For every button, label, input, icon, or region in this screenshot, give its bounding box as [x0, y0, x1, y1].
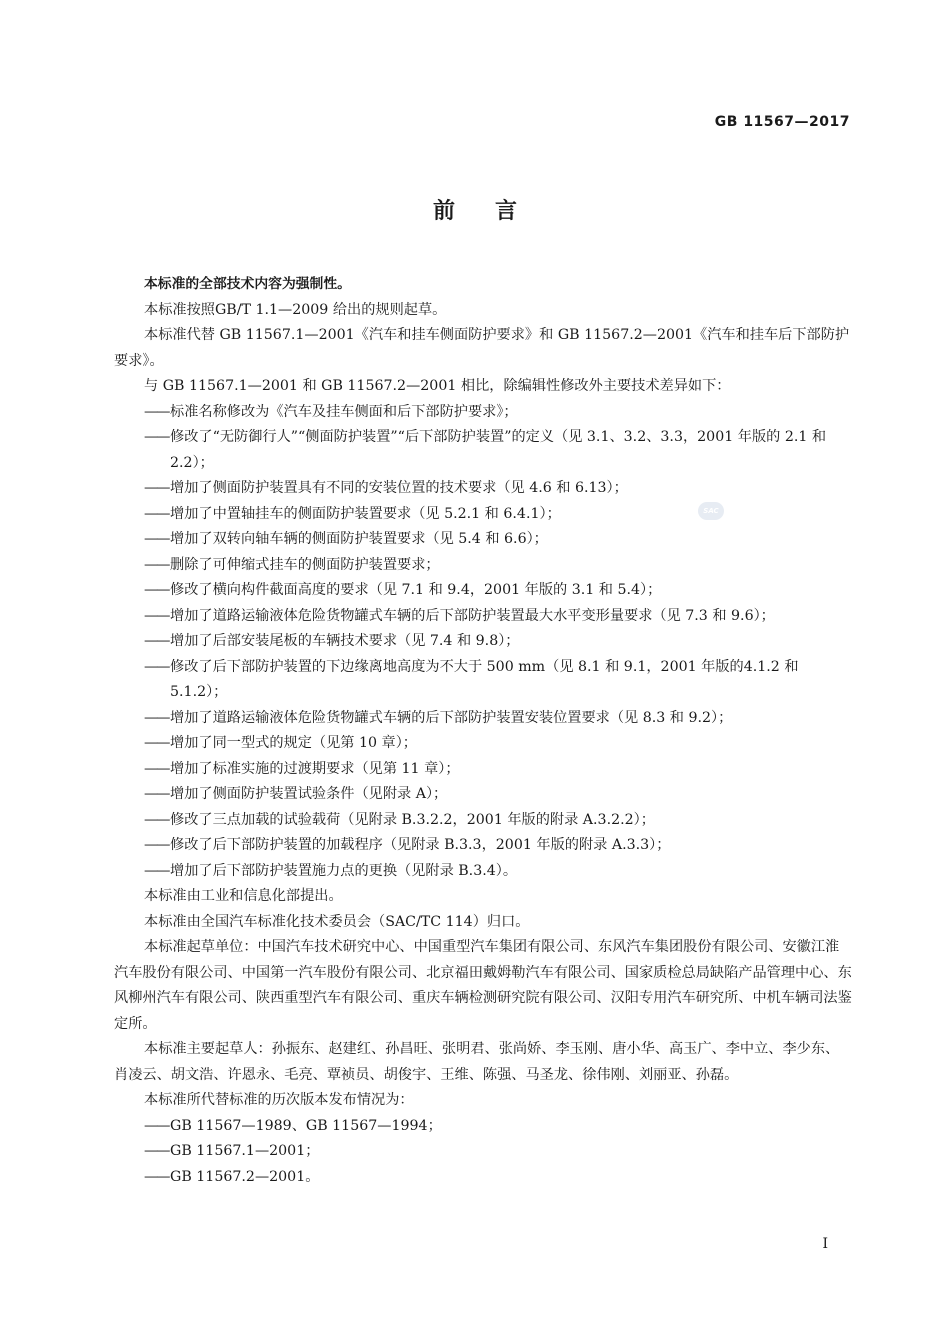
- mandatory-statement: 本标准的全部技术内容为强制性。: [144, 276, 351, 292]
- list-item: —— 修改了后下部防护装置的下边缘离地高度为不大于 500 mm（见 8.1 和 9.1，2001 年版的4.1.2 和 5.1.2）；: [144, 655, 852, 706]
- list-item: —— 增加了后下部防护装置施力点的更换（见附录 B.3.4）。: [144, 859, 852, 885]
- list-item: —— 增加了标准实施的过渡期要求（见第 11 章）；: [144, 757, 852, 783]
- committee-statement: 本标准由全国汽车标准化技术委员会（SAC/TC 114）归口。: [144, 913, 530, 930]
- list-item: —— 修改了三点加载的试验载荷（见附录 B.3.2.2，2001 年版的附录 A.3.2.2）；: [144, 808, 852, 834]
- document-body: [114, 272, 852, 1190]
- history-list: [114, 1114, 852, 1191]
- list-item: —— 修改了后下部防护装置的加载程序（见附录 B.3.3，2001 年版的附录 A.3.3）；: [144, 833, 852, 859]
- list-item: —— 增加了双转向轴车辆的侧面防护装置要求（见 5.4 和 6.6）；: [144, 527, 852, 553]
- replacement-statement: 本标准代替 GB 11567.1—2001《汽车和挂车侧面防护要求》和 GB 11567.2—2001《汽车和挂车后下部防护要求》。: [114, 327, 850, 369]
- dash-marker: ——: [144, 429, 169, 445]
- dash-marker: ——: [144, 1117, 169, 1134]
- list-item: —— GB 11567.1—2001；: [144, 1139, 852, 1165]
- dash-marker: ——: [144, 760, 169, 777]
- dash-marker: ——: [144, 811, 169, 828]
- list-item: —— 增加了侧面防护装置试验条件（见附录 A）；: [144, 782, 852, 808]
- dash-marker: ——: [144, 633, 169, 649]
- dash-marker: ——: [144, 735, 169, 751]
- list-item: —— 标准名称修改为《汽车及挂车侧面和后下部防护要求》；: [144, 400, 852, 426]
- dash-marker: ——: [144, 709, 169, 726]
- dash-marker: ——: [144, 786, 169, 802]
- dash-marker: ——: [144, 837, 169, 853]
- dash-marker: ——: [144, 658, 169, 675]
- list-item: —— GB 11567—1989、GB 11567—1994；: [144, 1114, 852, 1140]
- changes-intro: 与 GB 11567.1—2001 和 GB 11567.2—2001 相比，除编辑性修改外主要技术差异如下：: [144, 378, 731, 394]
- list-item: —— 删除了可伸缩式挂车的侧面防护装置要求；: [144, 553, 852, 579]
- dash-marker: ——: [144, 531, 169, 547]
- sac-watermark-logo: SAC: [698, 502, 724, 520]
- list-item: —— 增加了同一型式的规定（见第 10 章）；: [144, 731, 852, 757]
- list-item: —— 增加了中置轴挂车的侧面防护装置要求（见 5.2.1 和 6.4.1）；: [144, 502, 852, 528]
- dash-marker: ——: [144, 607, 169, 624]
- proposer-statement: 本标准由工业和信息化部提出。: [144, 888, 343, 904]
- dash-marker: ——: [144, 403, 169, 420]
- dash-marker: ——: [144, 862, 169, 879]
- dash-marker: ——: [144, 1168, 169, 1185]
- page-number: I: [822, 1236, 828, 1252]
- drafting-units: 本标准起草单位：中国汽车技术研究中心、中国重型汽车集团有限公司、东风汽车集团股份有限公司、安徽江淮汽车股份有限公司、中国第一汽车股份有限公司、北京福田戴姆勒汽车有限公司、国家质检总局缺陷产品管理中心、东风柳州汽车有限公司、陕西重型汽车有限公司、重庆车辆检测研究院有限公司、汉阳专用汽车研究所、中机车辆司法鉴定所。: [114, 939, 852, 1032]
- list-item: —— GB 11567.2—2001。: [144, 1165, 852, 1191]
- drafters: 本标准主要起草人：孙振东、赵建红、孙昌旺、张明君、张尚娇、李玉刚、唐小华、高玉广、李中立、李少东、肖凌云、胡文浩、许恩永、毛亮、覃祯员、胡俊宇、王维、陈强、马圣龙、徐伟刚、刘丽亚、孙磊。: [114, 1041, 840, 1083]
- dash-marker: ——: [144, 1143, 169, 1159]
- list-item: —— 增加了后部安装尾板的车辆技术要求（见 7.4 和 9.8）；: [144, 629, 852, 655]
- history-intro: 本标准所代替标准的历次版本发布情况为：: [144, 1092, 414, 1108]
- dash-marker: ——: [144, 582, 169, 598]
- changes-list: [114, 400, 852, 885]
- standard-code: GB 11567—2017: [714, 114, 850, 130]
- list-item: —— 增加了道路运输液体危险货物罐式车辆的后下部防护装置安装位置要求（见 8.3 和 9.2）；: [144, 706, 852, 732]
- list-item: —— 修改了“无防御行人”“侧面防护装置”“后下部防护装置”的定义（见 3.1、3.2、3.3，2001 年版的 2.1 和 2.2）；: [144, 425, 852, 476]
- drafting-rule-statement: 本标准按照GB/T 1.1—2009 给出的规则起草。: [144, 301, 447, 318]
- list-item: —— 增加了道路运输液体危险货物罐式车辆的后下部防护装置最大水平变形量要求（见 7.3 和 9.6）；: [144, 604, 852, 630]
- dash-marker: ——: [144, 480, 169, 496]
- page-title: 前言: [432, 199, 557, 224]
- dash-marker: ——: [144, 556, 169, 573]
- list-item: —— 修改了横向构件截面高度的要求（见 7.1 和 9.4，2001 年版的 3.1 和 5.4）；: [144, 578, 852, 604]
- dash-marker: ——: [144, 505, 169, 522]
- list-item: —— 增加了侧面防护装置具有不同的安装位置的技术要求（见 4.6 和 6.13）；: [144, 476, 852, 502]
